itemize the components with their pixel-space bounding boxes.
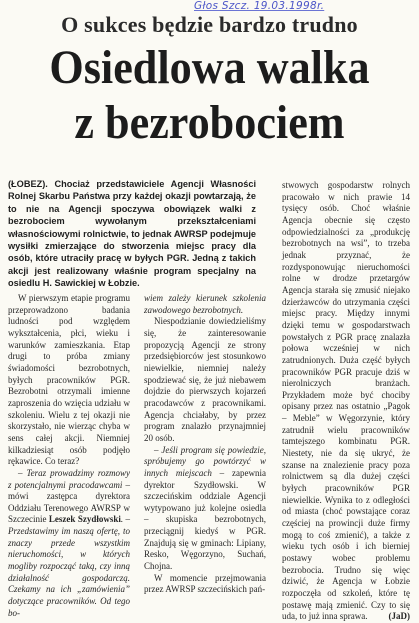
quote-italic: Teraz prowadzimy rozmowy z potencjalnymi pracodawcami [8,467,131,490]
quote-italic: – Jeśli program się powiedzie, spróbujemy go powtórzyć w innych miejscach [144,444,266,478]
quote-rest: – zapewnia dyrektor Szydłowski. W szczecińskim oddziale Agencji wytypowano już kolejne osiedla – skupiska bezrobotnych, przeciągnij kiedyś w PGR. Znajdują się w gminach: Lipiany, Resko, Węgorzyno, Suchań, Chojna. [144,467,266,572]
column-2-paragraph-2: Niespodzianie dowiedzieliśmy się, że zainteresowanie propozycją Agencji ze strony przedsiębiorców jest stosunkowo niewielkie, niemniej należy spodziewać się, że już niebawem dojdzie do pierwszych kojarzeń pracodawców z pracownikami. Agencja chciałaby, by przez program znalazło przynajmniej 20 osób. [144,316,266,443]
column-3-paragraph-1 [282,180,410,623]
headline-line-1: Osiedlowa walka [49,41,370,94]
column-2-paragraph-4: W momencie przejmowania przez AWRSP szczecińskich pań- [144,572,266,595]
headline-line-2: z bezrobociem [74,96,345,149]
article-headline [17,40,402,150]
quote-attribution: – mówi zastępca dyrektora Oddziału Terenowego AWRSP w Szczecinie [8,479,130,525]
article-column-1 [8,293,131,618]
article-column-3 [282,180,410,622]
column-3-text: stwowych gospodarstw rolnych pracowało w nich prawie 14 tysięcy osób. Choć właśnie Agencja obecnie się często odpowiedzialności za „produkcję bezrobotnych na wsi”, to trzeba jednak przyznać, że rozdysponowując nieruchomości rolne w drodze przetargów Agencja starała się zmusić niejako dzierżawców do utrzymania części miejsc pracy. Między innymi dzięki temu w gospodarstwach powstałych z PGR pracę znalazła połowa wcześniej w nich zatrudnionych. Duża część byłych pracowników PGR pracuje dziś w nierolniczych branżach. Przykładem może być chociby opisany przez nas ostatnio „Pagok – Meble” w Węgorzynie, który zatrudnił wielu pracowników tamtejszego kombinatu PGR. Niestety, nie da się ukryć, że szanse na znalezienie pracy poza rolnictwem są dla dużej części byłych pracowników PGR niewielkie. Wynika to z odległości od miasta (choć powstające coraz częściej na prowincji duże firmy mogą to coś zmienić), a także z wieku tych osób i ich bierniej postawy wobec problemu bezrobocia. Trudno się więc dziwić, że Agencja w Łobzie rozpoczęła od szkoleń, które tę postawę mają zmienić. Czy to się uda, to już inna sprawa. [282,180,410,622]
quoted-person-name: Leszek Szydłowski [48,514,121,525]
article-column-2 [144,293,266,595]
column-2-paragraph-3 [144,445,266,573]
article-kicker: O sukces będzie bardzo trudno [61,12,358,37]
column-2-paragraph-1: wiem zależy kierunek szkolenia zawodowego bezrobotnych. [144,293,266,315]
author-signature: (JaD) [388,611,410,622]
quote-italic-continued: . – Przedstawimy im naszą ofertę, to znaczy przede wszystkim nieruchomości, w których mogliby rozpocząć taką, czy inną działalność gospodarczą. Czekamy na ich „zamówienia” dotyczące pracowników. Od tego bo- [8,514,131,618]
dash: – [18,467,27,478]
column-1-paragraph-1: W pierwszym etapie programu przeprowadzono badania ludności pod względem wykształcenia, płci, wieku i warunków zamieszkania. Etap drugi to próba zmiany świadomości bezrobotnych, byłych pracowników PGR. Bezrobotni otrzymali imienne zaproszenia do wzięcia udziału w szkoleniu. Wielu z tej okazji nie skorzystało, nie wierząc chyba w sens całej akcji. Niemniej kilkadziesiąt osób podjęło rękawice. Co teraz? [8,293,130,467]
handwritten-date-note: Głos Szcz. 19.03.1998r. [194,0,325,12]
column-1-paragraph-2 [8,468,130,620]
article-lead: (ŁOBEZ). Chociaż przedstawiciele Agencji Własności Rolnej Skarbu Państwa przy każdej okazji powtarzają, że to nie na Agencji spoczywa obowiązek walki z bezrobociem wywołanym przekształceniami własnościowymi rolnictwie, to jednak AWRSP podejmuje wysiłki zmierzające do stworzenia miejsc pracy dla osób, które utraciły pracę w byłych PGR. Jedną z takich akcji jest realizowany właśnie program specjalny na osiedlu H. Sawickiej w Łobzie. [8,179,256,289]
